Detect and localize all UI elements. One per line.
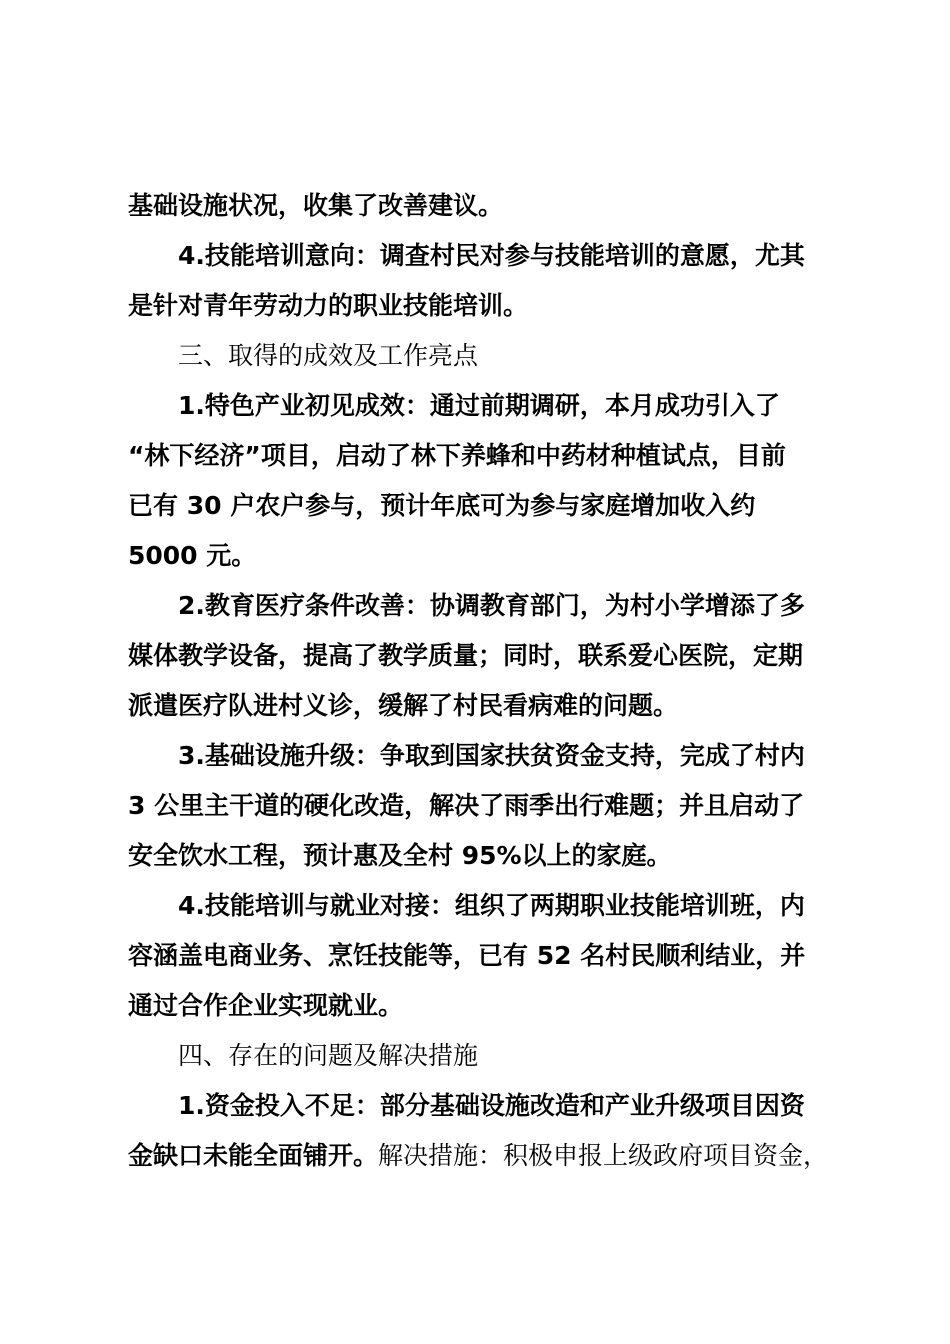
paragraph-line: 派遣医疗队进村义诊，缓解了村民看病难的问题。: [128, 691, 679, 720]
list-item-heading: 4.技能培训与就业对接：组织了两期职业技能培训班，内: [178, 891, 805, 920]
paragraph-line: 容涵盖电商业务、烹饪技能等，已有 52 名村民顺利结业，并: [128, 941, 806, 970]
paragraph-line: 媒体教学设备，提高了教学质量；同时，联系爱心医院，定期: [128, 641, 804, 670]
paragraph-line: 已有 30 户农户参与，预计年底可为参与家庭增加收入约: [128, 491, 756, 520]
section-heading: 三、取得的成效及工作亮点: [178, 341, 479, 370]
paragraph-line: 基础设施状况，收集了改善建议。: [128, 191, 504, 220]
bold-text: 金缺口未能全面铺开。: [128, 1141, 379, 1170]
paragraph-line: 3 公里主干道的硬化改造，解决了雨季出行难题；并且启动了: [128, 791, 805, 820]
list-item-heading: 2.教育医疗条件改善：协调教育部门，为村小学增添了多: [178, 591, 805, 620]
list-item-heading: 1.资金投入不足：部分基础设施改造和产业升级项目因资: [178, 1091, 805, 1120]
paragraph-line: “林下经济”项目，启动了林下养蜂和中药材种植试点，目前: [128, 441, 786, 470]
paragraph-line-mixed: [128, 1140, 838, 1172]
section-heading: 四、存在的问题及解决措施: [178, 1041, 479, 1070]
paragraph-line: 5000 元。: [128, 541, 257, 570]
list-item-heading: 1.特色产业初见成效：通过前期调研，本月成功引入了: [178, 391, 780, 420]
list-item-heading: 4.技能培训意向：调查村民对参与技能培训的意愿，尤其: [178, 241, 805, 270]
normal-text: 解决措施：积极申报上级政府项目资金，: [378, 1141, 829, 1170]
paragraph-line: 安全饮水工程，预计惠及全村 95%以上的家庭。: [128, 841, 672, 870]
list-item-heading: 3.基础设施升级：争取到国家扶贫资金支持，完成了村内: [178, 741, 805, 770]
paragraph-line: 是针对青年劳动力的职业技能培训。: [128, 291, 529, 320]
paragraph-line: 通过合作企业实现就业。: [128, 991, 404, 1020]
